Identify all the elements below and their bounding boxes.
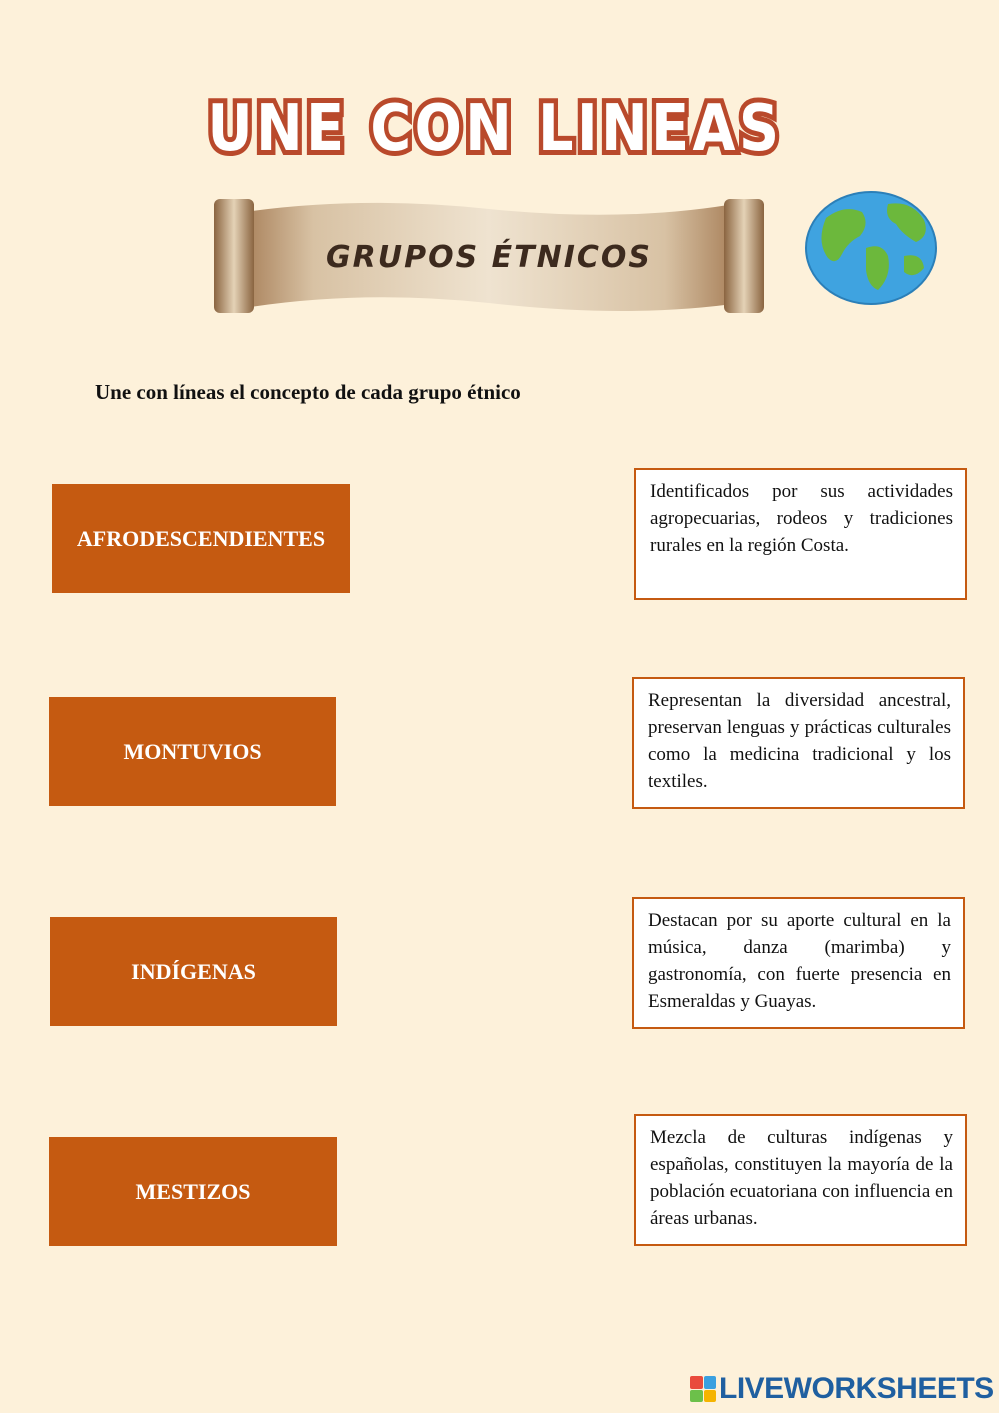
group-box-indigenas[interactable] [50, 917, 337, 1026]
group-label: INDÍGENAS [131, 958, 256, 984]
brand-text: LIVEWORKSHEETS [719, 1372, 994, 1405]
page-title-text: UNE CON LINEAS [207, 92, 783, 166]
liveworksheets-logo-icon [690, 1376, 716, 1402]
description-text: Identificados por sus actividades agropecuarias, rodeos y tradiciones rurales en la región Costa. [650, 481, 953, 556]
description-box-1[interactable] [634, 468, 967, 600]
group-box-mestizos[interactable] [49, 1137, 337, 1246]
description-box-4[interactable] [634, 1114, 967, 1246]
page-title [200, 88, 790, 166]
grupos-etnicos-banner [208, 195, 770, 317]
liveworksheets-brand[interactable] [690, 1373, 994, 1405]
globe-icon [804, 190, 938, 306]
group-label: AFRODESCENDIENTES [76, 525, 326, 551]
group-box-afrodescendientes[interactable] [52, 484, 350, 593]
group-box-montuvios[interactable] [49, 697, 336, 806]
description-text: Destacan por su aporte cultural en la música, danza (marimba) y gastronomía, con fuerte presencia en Esmeraldas y Guayas. [648, 910, 951, 1012]
group-label: MESTIZOS [135, 1178, 251, 1204]
description-box-2[interactable] [632, 677, 965, 809]
banner-text: GRUPOS ÉTNICOS [326, 240, 652, 275]
description-text: Mezcla de culturas indígenas y españolas, constituyen la mayoría de la población ecuatoriana con influencia en áreas urbanas. [650, 1127, 953, 1229]
description-box-3[interactable] [632, 897, 965, 1029]
group-label: MONTUVIOS [123, 738, 262, 764]
description-text: Representan la diversidad ancestral, preservan lenguas y prácticas culturales como la medicina tradicional y los textiles. [648, 690, 951, 792]
instruction-text: Une con líneas el concepto de cada grupo étnico [95, 380, 521, 404]
